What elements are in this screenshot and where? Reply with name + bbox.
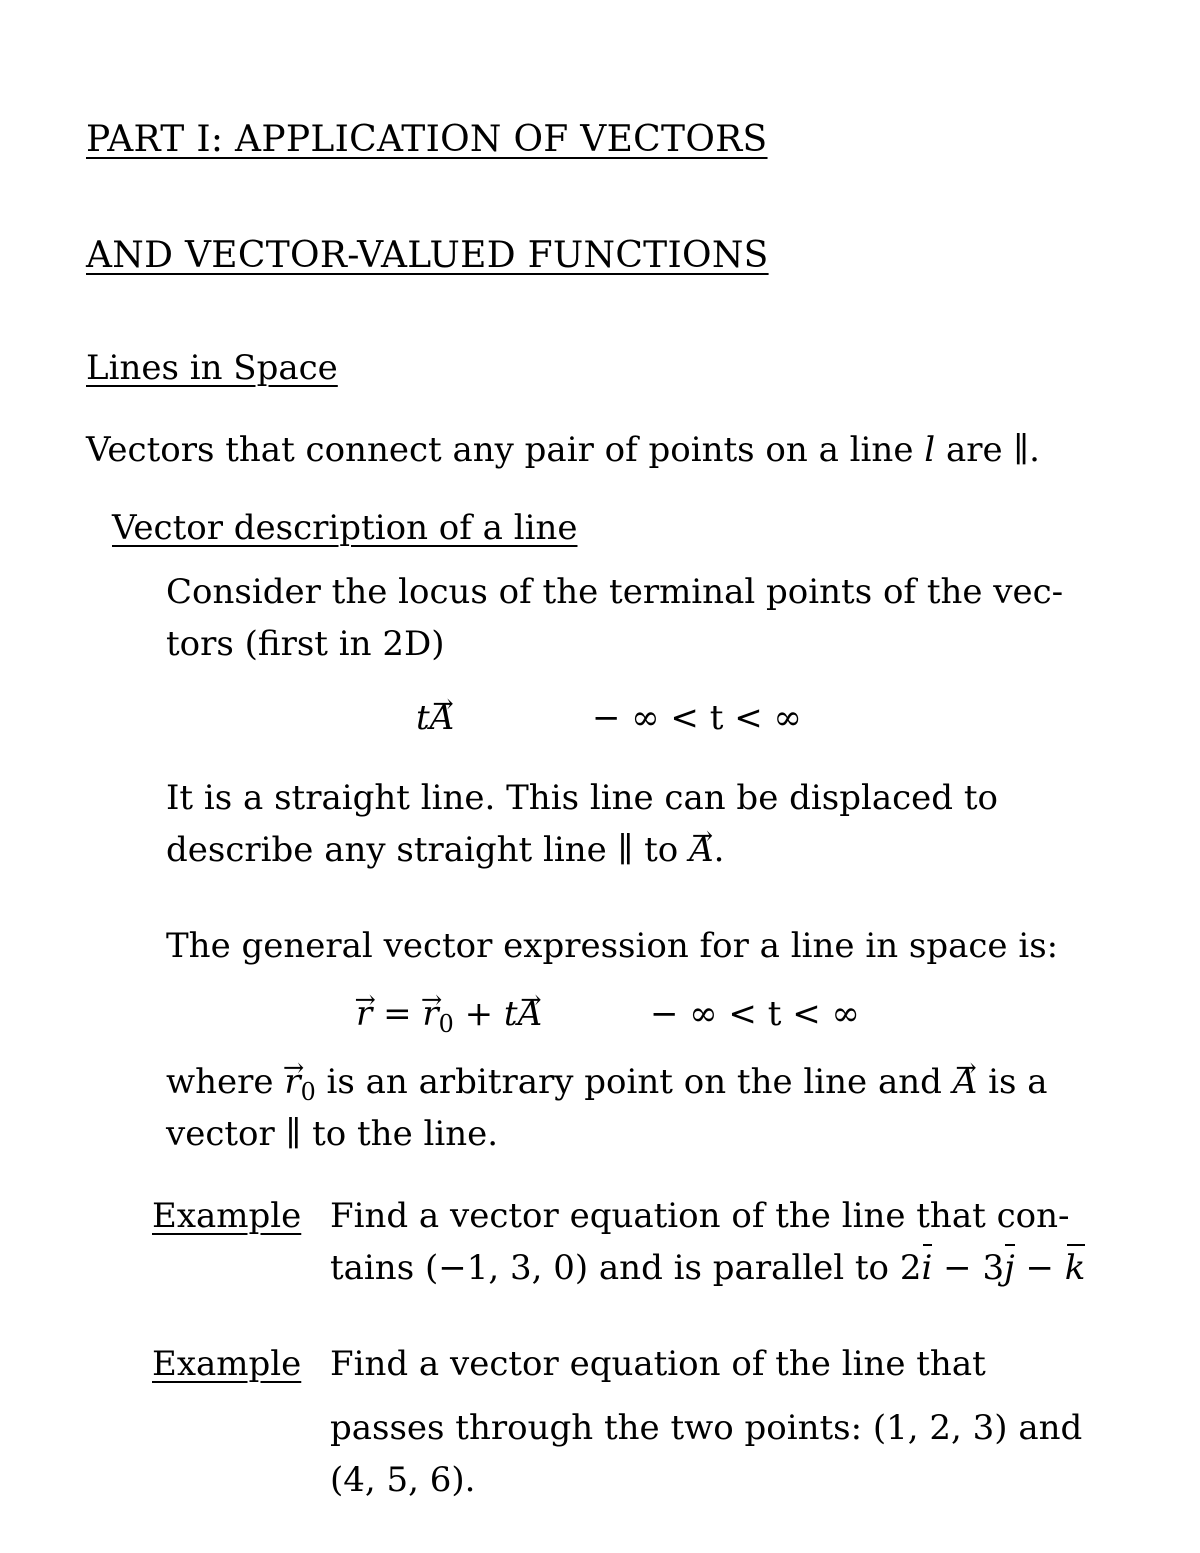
example-2-line3: (4, 5, 6). bbox=[330, 1460, 476, 1500]
title-line-1: PART I: APPLICATION OF VECTORS bbox=[86, 119, 768, 160]
para4-where: where bbox=[166, 1062, 274, 1102]
example-2-label: Example bbox=[152, 1344, 302, 1384]
subsection-heading: Vector description of a line bbox=[112, 508, 578, 548]
para2-line1: It is a straight line. This line can be displaced to bbox=[166, 778, 998, 818]
equation-1-range: − ∞ < t < ∞ bbox=[592, 698, 802, 738]
intro-paragraph bbox=[86, 430, 1040, 470]
example-1-line1: Find a vector equation of the line that con- bbox=[330, 1196, 1070, 1236]
para1-line1: Consider the locus of the terminal points of the vec- bbox=[166, 572, 1064, 612]
para4-end: is a bbox=[988, 1062, 1048, 1102]
para2-line2: describe any straight line ∥ to → A. bbox=[166, 830, 724, 870]
intro-var: l bbox=[924, 430, 936, 470]
equation-2-range: − ∞ < t < ∞ bbox=[650, 994, 860, 1034]
equation-2-expr: → r = → $r_0 + t\to A$ bbox=[356, 994, 542, 1044]
title-line-2: AND VECTOR-VALUED FUNCTIONS bbox=[86, 235, 769, 276]
example-1-line2-text: tains (−1, 3, 0) and is parallel to 2 bbox=[330, 1248, 922, 1288]
example-2-line1: Find a vector equation of the line that bbox=[330, 1344, 986, 1384]
equation-1-expr: t→ A bbox=[416, 698, 454, 738]
para4-mid: is an arbitrary point on the line and bbox=[326, 1062, 942, 1102]
intro-text: Vectors that connect any pair of points on a line bbox=[86, 430, 914, 470]
example-1-label: Example bbox=[152, 1196, 302, 1236]
example-1-line2: tains (−1, 3, 0) and is parallel to 2i − 3j − k bbox=[330, 1248, 1086, 1288]
para4-line2: vector ∥ to the line. bbox=[166, 1114, 499, 1154]
example-2-line2: passes through the two points: (1, 2, 3) and bbox=[330, 1408, 1083, 1448]
intro-end: are ∥. bbox=[945, 430, 1040, 470]
para4-line1: where → $r_0$ is an arbitrary point on the line and → A is a bbox=[166, 1062, 1048, 1112]
para2-line2-text: describe any straight line ∥ to bbox=[166, 830, 679, 870]
para1-line2: tors (first in 2D) bbox=[166, 624, 445, 664]
section-heading: Lines in Space bbox=[86, 348, 338, 388]
para3-line1: The general vector expression for a line in space is: bbox=[166, 926, 1059, 966]
